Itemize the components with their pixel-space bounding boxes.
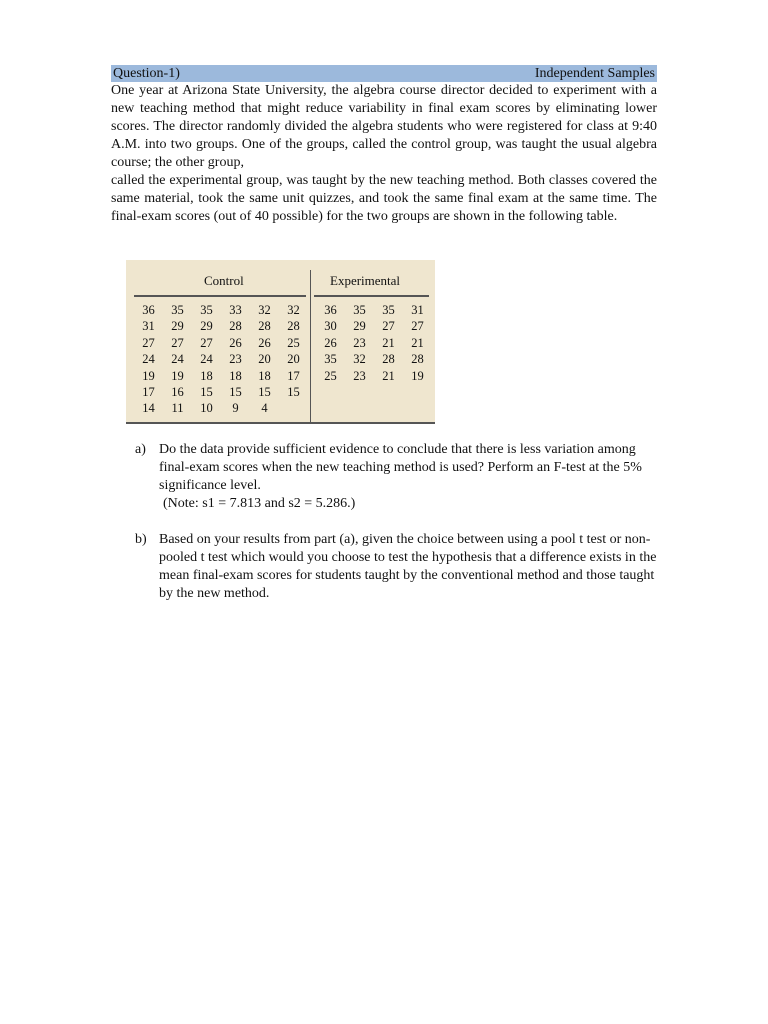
control-score-cell: 24 xyxy=(171,352,184,367)
control-row xyxy=(134,318,308,334)
control-score-cell: 18 xyxy=(200,368,213,383)
control-score-cell: 28 xyxy=(229,319,242,334)
question-a-label: a) xyxy=(135,442,146,457)
question-b-text: Based on your results from part (a), given the choice between using a pool t test or non-pooled t test which would you choose to test the hypothesis that a difference exists in the mean final-exam scores for students taught by the conventional method and those taught by the new method. xyxy=(159,532,657,601)
experimental-score-cell: 36 xyxy=(324,303,337,317)
control-row xyxy=(134,302,308,318)
experimental-header-rule xyxy=(314,295,429,297)
control-score-cell: 24 xyxy=(200,352,213,367)
question-header xyxy=(111,65,657,82)
control-score-cell: 28 xyxy=(258,319,271,334)
control-header-rule xyxy=(134,295,306,297)
control-score-cell: 15 xyxy=(200,384,213,399)
experimental-score-cell: 28 xyxy=(411,352,424,367)
control-score-cell: 27 xyxy=(171,335,184,350)
control-row xyxy=(134,351,308,367)
control-score-cell: 15 xyxy=(287,384,300,399)
experimental-score-cell: 21 xyxy=(411,335,424,350)
experimental-score-cell: 25 xyxy=(324,368,337,383)
control-score-cell: 18 xyxy=(229,368,242,383)
experimental-score-cell: 27 xyxy=(382,319,395,334)
control-score-cell: 27 xyxy=(200,335,213,350)
experimental-score-cell: 27 xyxy=(411,319,424,334)
control-score-cell: 17 xyxy=(142,384,155,399)
control-score-cell: 29 xyxy=(200,319,213,334)
control-score-cell: 35 xyxy=(200,303,213,317)
question-a-note: (Note: s1 = 7.813 and s2 = 5.286.) xyxy=(163,496,356,511)
control-row xyxy=(134,335,308,351)
control-score-cell: 19 xyxy=(171,368,184,383)
experimental-row xyxy=(316,335,432,351)
intro-paragraph-1: One year at Arizona State University, the algebra course director decided to experiment with a new teaching method that might reduce variability in final exam scores by eliminating lower scores. The director randomly divided the algebra students who were registered for class at 9:40 A.M. into two groups. One of the groups, called the control group, was taught the usual algebra course; the other group, xyxy=(111,83,657,170)
control-score-cell: 17 xyxy=(287,368,300,383)
control-score-cell xyxy=(279,400,308,416)
problem-statement xyxy=(111,82,657,226)
control-score-cell: 23 xyxy=(229,352,242,367)
control-score-cell: 19 xyxy=(142,368,155,383)
control-row xyxy=(134,400,308,416)
control-score-cell: 16 xyxy=(171,384,184,399)
question-number: Question-1) xyxy=(113,66,180,81)
experimental-row xyxy=(316,318,432,334)
control-score-cell: 20 xyxy=(287,352,300,367)
experimental-score-cell: 32 xyxy=(353,352,366,367)
experimental-row xyxy=(316,351,432,367)
control-score-cell: 31 xyxy=(142,319,155,334)
control-score-cell: 36 xyxy=(142,303,155,317)
experimental-score-cell: 35 xyxy=(382,303,395,317)
control-score-cell: 9 xyxy=(232,401,239,416)
control-score-cell: 18 xyxy=(258,368,271,383)
question-list xyxy=(135,441,657,621)
experimental-score-cell: 30 xyxy=(324,319,337,334)
control-score-cell: 26 xyxy=(258,335,271,350)
control-score-cell: 32 xyxy=(258,303,271,317)
experimental-score-cell: 29 xyxy=(353,319,366,334)
experimental-scores xyxy=(316,302,432,384)
column-divider xyxy=(310,270,311,424)
control-score-cell: 20 xyxy=(258,352,271,367)
control-score-cell: 15 xyxy=(229,384,242,399)
control-score-cell: 27 xyxy=(142,335,155,350)
control-score-cell: 10 xyxy=(200,401,213,416)
control-score-cell: 26 xyxy=(229,335,242,350)
question-a xyxy=(135,441,657,513)
control-score-cell: 35 xyxy=(171,303,184,317)
control-score-cell: 24 xyxy=(142,352,155,367)
experimental-column-header: Experimental xyxy=(330,273,401,288)
experimental-score-cell: 28 xyxy=(382,352,395,367)
control-row xyxy=(134,384,308,400)
control-column-header: Control xyxy=(204,273,244,288)
question-a-text: Do the data provide sufficient evidence to conclude that there is less variation among final-exam scores when the new teaching method is used? Perform an F-test at the 5% significance level. xyxy=(159,442,642,493)
experimental-score-cell: 35 xyxy=(353,303,366,317)
experimental-score-cell: 23 xyxy=(353,335,366,350)
control-score-cell: 14 xyxy=(142,401,155,416)
control-score-cell: 28 xyxy=(287,319,300,334)
experimental-score-cell: 26 xyxy=(324,335,337,350)
experimental-row xyxy=(316,302,432,318)
experimental-score-cell: 21 xyxy=(382,335,395,350)
control-score-cell: 15 xyxy=(258,384,271,399)
question-b-label: b) xyxy=(135,532,147,547)
experimental-score-cell: 31 xyxy=(411,303,424,317)
control-scores xyxy=(134,302,308,417)
control-score-cell: 29 xyxy=(171,319,184,334)
intro-paragraph-2: called the experimental group, was taught by the new teaching method. Both classes covered the same material, took the same unit quizzes, and took the same final exam at the same time. The final-exam scores (out of 40 possible) for the two groups are shown in the following table. xyxy=(111,173,657,224)
control-score-cell: 33 xyxy=(229,303,242,317)
experimental-score-cell: 23 xyxy=(353,368,366,383)
experimental-row xyxy=(316,368,432,384)
topic-label: Independent Samples xyxy=(534,66,655,81)
control-score-cell: 4 xyxy=(261,401,268,416)
scores-table xyxy=(126,260,435,424)
control-score-cell: 32 xyxy=(287,303,300,317)
experimental-score-cell: 19 xyxy=(411,368,424,383)
experimental-score-cell: 21 xyxy=(382,368,395,383)
control-row xyxy=(134,368,308,384)
experimental-score-cell: 35 xyxy=(324,352,337,367)
control-score-cell: 11 xyxy=(171,401,184,416)
control-score-cell: 25 xyxy=(287,335,300,350)
question-b xyxy=(135,531,657,603)
